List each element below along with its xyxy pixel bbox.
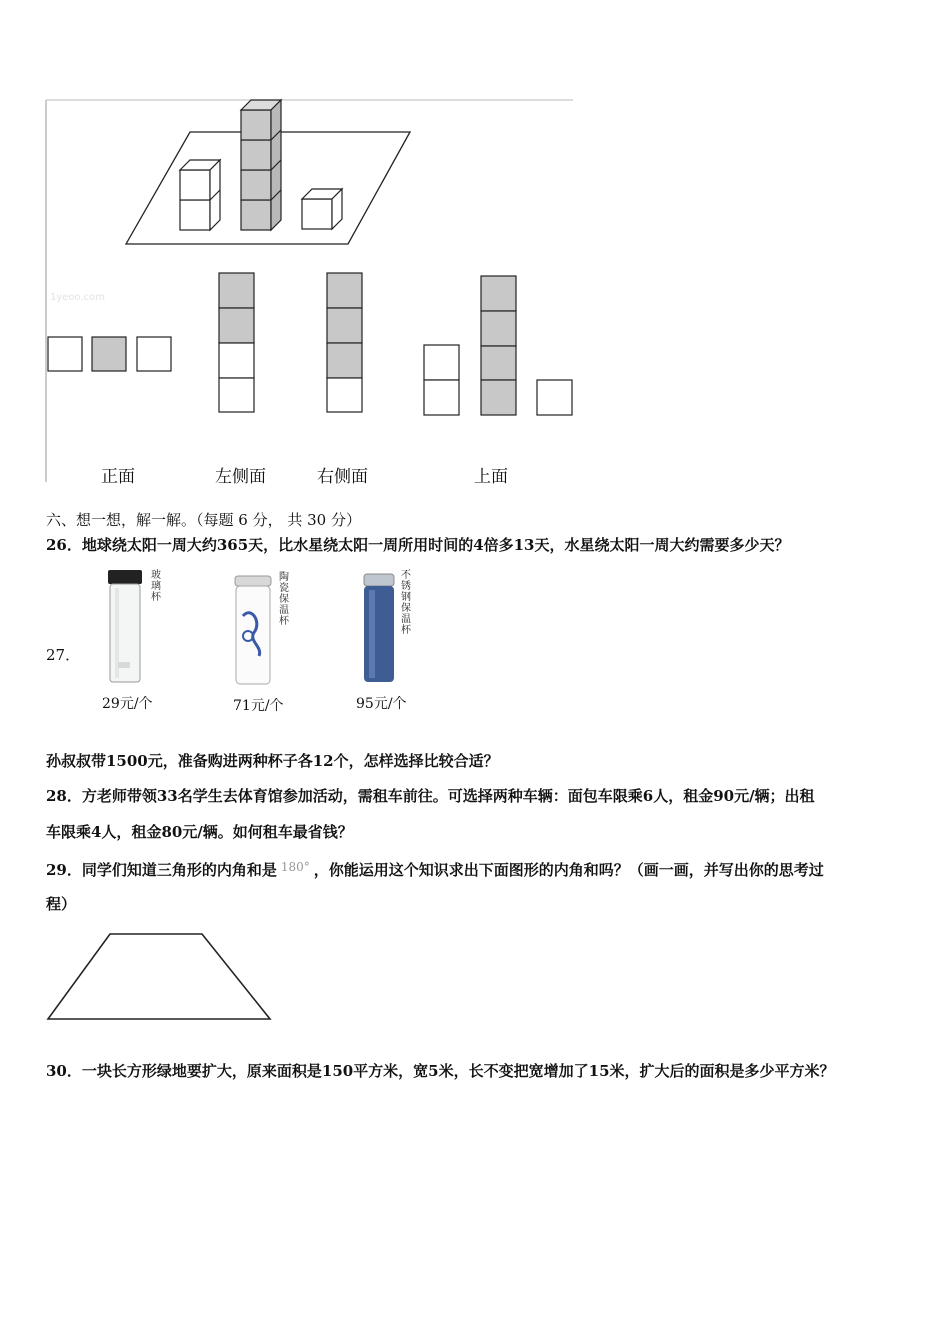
section-six-heading: 六、想一想，解一解。（每题 6 分， 共 30 分） bbox=[46, 511, 361, 529]
question-29-line1 bbox=[46, 857, 824, 880]
steel-cup-price: 95元/个 bbox=[356, 696, 407, 712]
label-char: 杯 bbox=[401, 625, 411, 636]
question-28-line1: 28．方老师带领33名学生去体育馆参加活动，需租车前往。可选择两种车辆：面包车限乘6人，租金90元/辆；出租 bbox=[46, 787, 815, 805]
view-left-side bbox=[219, 273, 254, 412]
q29-text-b: ，你能运用这个知识求出下面图形的内角和吗？（画一画，并写出你的思考过 bbox=[313, 861, 824, 879]
q29-text-a: 29．同学们知道三角形的内角和是 bbox=[46, 861, 277, 879]
label-char: 杯 bbox=[151, 592, 161, 603]
label-char: 陶 bbox=[279, 572, 289, 583]
cube-stack-left bbox=[180, 160, 220, 230]
ceramic-cup-price: 71元/个 bbox=[233, 698, 284, 714]
ceramic-cup-image bbox=[233, 576, 275, 686]
label-char: 温 bbox=[279, 605, 289, 616]
steel-cup-label bbox=[400, 570, 412, 636]
glass-cup-image bbox=[106, 570, 146, 686]
steel-cup-image bbox=[360, 574, 400, 684]
view-right-side bbox=[327, 273, 362, 412]
question-30: 30．一块长方形绿地要扩大，原来面积是150平方米，宽5米，长不变把宽增加了15米，扩大后的面积是多少平方米？ bbox=[46, 1062, 835, 1080]
degree-value: 180° bbox=[280, 860, 310, 874]
trapezoid-figure bbox=[44, 930, 284, 1030]
glass-cup-price: 29元/个 bbox=[102, 696, 153, 712]
label-char: 璃 bbox=[151, 581, 161, 592]
cube-stack-middle bbox=[241, 100, 281, 230]
label-char: 温 bbox=[401, 614, 411, 625]
watermark: 1yeoo.com bbox=[50, 292, 106, 303]
label-char: 保 bbox=[401, 603, 411, 614]
question-27-text: 孙叔叔带1500元，准备购进两种杯子各12个，怎样选择比较合适？ bbox=[46, 752, 499, 770]
label-char: 不 bbox=[401, 570, 411, 581]
label-char: 玻 bbox=[151, 570, 161, 581]
question-26: 26．地球绕太阳一周大约365天，比水星绕太阳一周所用时间的4倍多13天，水星绕太阳一周大约需要多少天？ bbox=[46, 536, 790, 554]
view-top bbox=[424, 276, 572, 415]
label-left-side: 左侧面 bbox=[215, 467, 266, 487]
label-right-side: 右侧面 bbox=[317, 467, 368, 487]
label-char: 瓷 bbox=[279, 583, 289, 594]
label-char: 杯 bbox=[279, 616, 289, 627]
label-front: 正面 bbox=[101, 467, 135, 487]
ceramic-cup-label bbox=[278, 572, 290, 627]
cube-figure bbox=[0, 0, 950, 500]
label-char: 钢 bbox=[401, 592, 411, 603]
question-29-line2: 程） bbox=[46, 895, 77, 913]
label-char: 锈 bbox=[401, 581, 411, 592]
label-top: 上面 bbox=[474, 467, 508, 487]
question-28-line2: 车限乘4人，租金80元/辆。如何租车最省钱？ bbox=[46, 823, 353, 841]
label-char: 保 bbox=[279, 594, 289, 605]
view-front bbox=[48, 337, 171, 371]
cube-single-right bbox=[302, 189, 342, 229]
glass-cup-label bbox=[150, 570, 162, 603]
question-27-number: 27． bbox=[46, 646, 81, 664]
